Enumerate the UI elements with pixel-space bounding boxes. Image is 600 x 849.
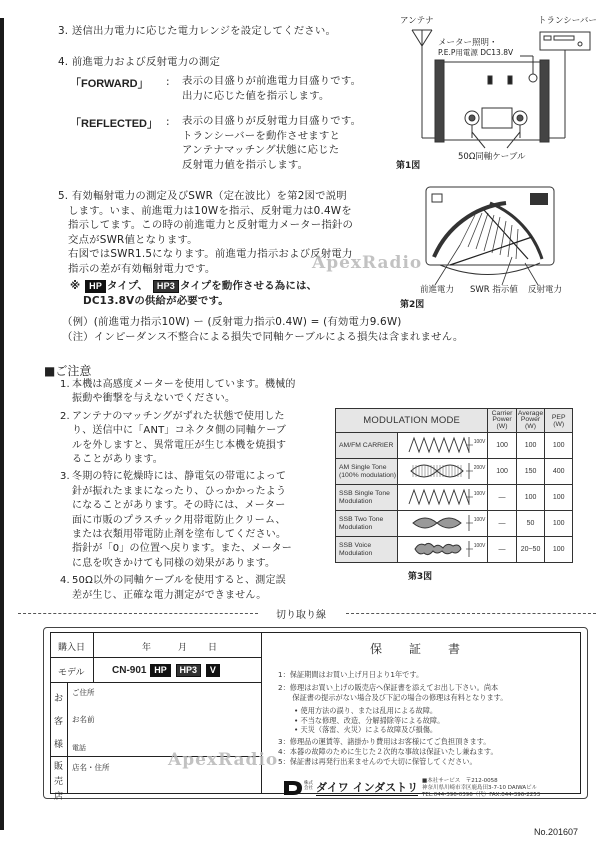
meter-label-plate (530, 193, 548, 205)
section5-note-line2: DC13.8Vの供給が必要です。 (83, 295, 229, 307)
waveform-am-icon (407, 461, 477, 481)
meter-light-label: メーター照明・ (438, 38, 498, 48)
transceiver-label: トランシーバー (538, 16, 597, 26)
header-average-power: Average Power (W) (516, 409, 545, 433)
cable-label: 50Ω同軸ケーブル (458, 152, 526, 162)
warranty-terms: 1：保証期間はお買い上げ月日より1年です。 2：修理はお買い上げの販売店へ保証書を添えてお出し下さい。尚本 保証書の提示がない場合及び下記の場合の修理は有料となります。 • 使用方法の誤り、または乱用による故障。 • 不当な修理、改造、分解掃除等による故障。 • 天災（落雷、火災）による故障及び損傷。 3：修理品の運賃等、諸掛かり費用はお客様にてご負担頂きます。 4：本器の故障のために生じた２次的な事故は保証いたし兼ねます。 5：保証書は再発行出来ませんので大切に保管してください。 (278, 670, 508, 766)
waveform-twotone-icon (407, 513, 477, 533)
page-edge-bar (0, 18, 4, 830)
pep-cell: 100 (545, 537, 573, 563)
company-prefix: 株式会社 (304, 781, 313, 791)
cut-line-right (346, 613, 596, 614)
pep-power-label: P.E.P用電源 DC13.8V (438, 48, 514, 57)
figure2-meter-diagram (400, 185, 595, 310)
modulation-row (336, 537, 573, 563)
waveform-cell: 100V (397, 537, 488, 563)
service-info: ■本社サービス 〒212-0058 神奈川県川崎市幸区鹿島田3-7-10 DAIWAビル TEL:044-396-0396（代）FAX:044-396-2253 (422, 778, 541, 798)
meter-back-panel (435, 56, 549, 148)
carrier-power-cell: — (488, 537, 516, 563)
caution-text: （注）インピーダンス不整合による損失で同軸ケーブルによる損失は含まれません。 (62, 331, 464, 343)
waveform-cell: 100V (397, 485, 488, 511)
form-col-line (93, 632, 94, 682)
mode-name: SSB Single Tone Modulation (336, 485, 398, 511)
modulation-row (336, 511, 573, 537)
form-row-line (50, 682, 262, 683)
example-text: （例）(前進電力指示10W) ー (反射電力指示0.4W) = (有効電力9.6W) (62, 316, 402, 328)
swr-value-label: SWR 指示値 (470, 285, 518, 295)
note-item-2: 2. アンテナのマッチングがずれた状態で使用した り、送信中に「ANT」コネクタ側の同軸ケーブ ルを外しますと、異常電圧が生じ本機を焼損す ることがあります。 (60, 410, 287, 466)
average-power-cell: 150 (516, 459, 545, 485)
waveform-sine-icon (407, 435, 477, 455)
form-row-line (50, 657, 262, 658)
dealer-vertical-label: 販 売 店 (54, 762, 64, 802)
hp-badge: HP (85, 280, 106, 293)
note-item-3: 3. 冬期の特に乾燥時には、静電気の帯電によって 針が振れたままになったり、ひっかかったよう になることがあります。その時には、メーター 面に市販のプラスチック用帯電防止クリーム、 または衣類用帯電防止剤を塗布してください。 指針が「0」の位置へ戻ります。また、メーター に息を吹きかけても同様の効果があります。 (60, 471, 292, 569)
pep-cell: 100 (545, 433, 573, 459)
pep-cell: 100 (545, 485, 573, 511)
day-field[interactable]: 日 (208, 643, 218, 653)
average-power-cell: 50 (516, 511, 545, 537)
forward-desc: 表示の目盛りが前進電力目盛りです。 出力に応じた値を指示します。 (182, 75, 362, 102)
modulation-row (336, 485, 573, 511)
forward-power-label: 前進電力 (420, 285, 455, 295)
section5-note: ※ HP タイプ、 HP3 タイプを動作させる為には、 (70, 280, 318, 292)
reflected-label: 「REFLECTED」 (70, 118, 158, 130)
reflected-power-label: 反射電力 (528, 285, 563, 295)
average-power-cell: 20~50 (516, 537, 545, 563)
waveform-cell: 100V (397, 433, 488, 459)
header-carrier-power: Carrier Power (W) (488, 409, 516, 433)
section4-title: 4. 前進電力および反射電力の測定 (58, 56, 221, 68)
address-field[interactable]: ご住所 (72, 688, 95, 697)
carrier-power-cell: 100 (488, 459, 516, 485)
note-item-4: 4. 50Ω以外の同軸ケーブルを使用すると、測定誤 差が生じ、正確な電力測定ができません。 (60, 575, 286, 601)
note-item-1: 1. 本機は高感度メーターを使用しています。機械的 振動や衝撃を与えないでください。 (60, 379, 296, 405)
form-col-line (67, 682, 68, 794)
antenna-label: アンテナ (400, 16, 434, 26)
figure3-caption: 第3図 (407, 572, 433, 582)
forward-sep: : (166, 76, 170, 88)
figure2-caption: 第2図 (400, 300, 425, 310)
mode-name: AM Single Tone (100% modulation) (336, 459, 398, 485)
pep-cell: 400 (545, 459, 573, 485)
month-field[interactable]: 月 (178, 643, 188, 653)
section5-body: 5. 有効輻射電力の測定及びSWR（定在波比）を第2図で説明 します。いま、前進電力は10Wを指示、反射電力は0.4Wを 指示してます。この時の前進電力と反射電力メーター指針の 交点がSWR値となります。 右図ではSWR1.5になります。前進電力指示および反射電力 指示の差が有効輻射電力です。 (58, 190, 354, 275)
hp3-badge: HP3 (153, 280, 179, 293)
figure1-caption: 第1図 (396, 161, 421, 171)
phone-field[interactable]: 電話 (72, 744, 86, 752)
carrier-power-cell: 100 (488, 433, 516, 459)
figure1-connection-diagram (390, 10, 600, 170)
average-power-cell: 100 (516, 485, 545, 511)
pep-cell: 100 (545, 511, 573, 537)
warranty-title: 保 証 書 (370, 642, 462, 656)
year-field[interactable]: 年 (142, 643, 152, 653)
notes-title: ■ご注意 (44, 364, 92, 378)
forward-label: 「FORWARD」 (70, 78, 149, 90)
figure3-modulation-table (335, 408, 573, 582)
model-value: CN-901 HP HP3 V (112, 664, 221, 677)
header-modulation-mode: MODULATION MODE (336, 409, 488, 433)
modulation-row (336, 433, 573, 459)
model-badge-hp: HP (150, 664, 171, 677)
document-number: No.201607 (534, 827, 579, 837)
mode-name: SSB Voice Modulation (336, 537, 398, 563)
dealer-field[interactable]: 店名・住所 (72, 763, 110, 772)
waveform-cell: 200V (397, 459, 488, 485)
reflected-sep: : (166, 116, 170, 128)
waveform-voice-icon (407, 539, 477, 559)
cut-line-left (18, 613, 258, 614)
model-badge-v: V (206, 664, 220, 677)
mode-name: SSB Two Tone Modulation (336, 511, 398, 537)
figure1-drawing (390, 10, 600, 170)
company-logo (283, 780, 303, 800)
meter-logo-icon (432, 194, 442, 202)
notes-list (60, 378, 296, 603)
waveform-sine-icon (407, 487, 477, 507)
carrier-power-cell: — (488, 485, 516, 511)
figure2-drawing (420, 185, 595, 290)
watermark: ApexRadio (312, 253, 423, 273)
cut-line-label: 切り取り線 (276, 610, 326, 621)
model-label: モデル (58, 668, 85, 678)
modulation-row (336, 459, 573, 485)
average-power-cell: 100 (516, 433, 545, 459)
name-field[interactable]: お名前 (72, 715, 95, 724)
model-badge-hp3: HP3 (176, 664, 202, 677)
mode-name: AM/FM CARRIER (336, 433, 398, 459)
carrier-power-cell: — (488, 511, 516, 537)
waveform-cell: 100V (397, 511, 488, 537)
section3-text: 3. 送信出力電力に応じた電力レンジを設定してください。 (58, 25, 337, 37)
watermark-bottom: ApexRadio (168, 750, 279, 770)
company-name: ダイワ インダストリ (316, 781, 419, 794)
daiwa-d-logo-icon (283, 780, 303, 796)
purchase-date-label: 購入日 (58, 643, 86, 653)
reflected-desc: 表示の目盛りが反射電力目盛りです。 トランシーバーを動作させますと アンテナマッチング状態に応じた 反射電力値を指示します。 (182, 115, 362, 171)
customer-vertical-label: お 客 様 (54, 694, 64, 750)
header-pep: PEP (W) (545, 409, 573, 433)
